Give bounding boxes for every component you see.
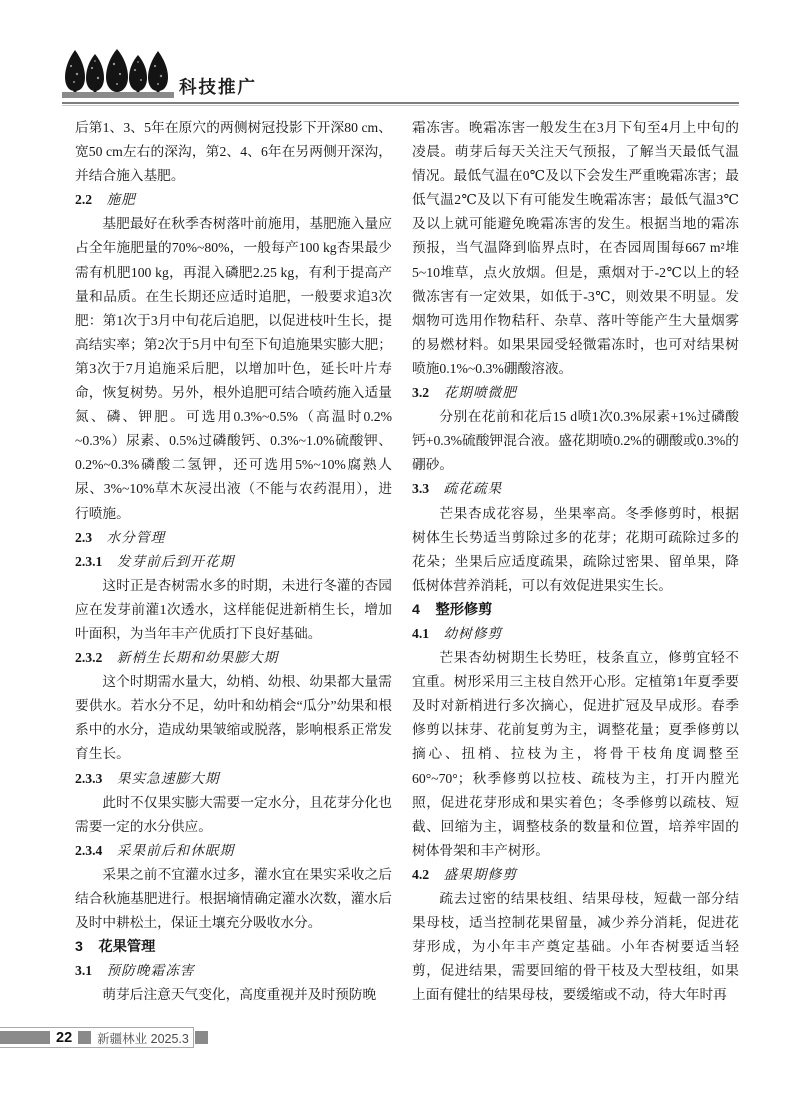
section-number: 4.2: [412, 866, 430, 882]
page-number: 22: [56, 1029, 73, 1046]
section-number: 2.3.1: [75, 553, 103, 569]
section-heading: [75, 526, 392, 550]
section-heading: [412, 598, 739, 622]
footer-bar: [0, 1031, 50, 1044]
header-rule: [62, 102, 739, 106]
section-title: 幼树修剪: [443, 625, 503, 641]
section-heading: [412, 477, 739, 501]
footer-square-icon: [195, 1031, 208, 1044]
section-title: 采果前后和休眠期: [116, 842, 235, 858]
section-heading: [75, 550, 392, 574]
section-number: 4: [412, 601, 420, 618]
paragraph: 霜冻害。晚霜冻害一般发生在3月下旬至4月上中旬的凌晨。萌芽后每天关注天气预报，了解当天最低气温情况。最低气温在0℃及以下会发生严重晚霜冻害；最低气温2℃及以下有可能发生晚霜冻害；最低气温3℃及以上就可能避免晚霜冻害的发生。根据当地的霜冻预报，当气温降到临界点时，在杏园周围每667 m²堆5~10堆草，点火放烟。但是，熏烟对于-2℃以上的轻微冻害有一定效果，如低于-3℃，则效果不明显。发烟物可选用作物秸秆、杂草、落叶等能产生大量烟雾的易燃材料。如果果园受轻微霜冻时，也可对结果树喷施0.1%~0.3%硼酸溶液。: [412, 120, 739, 376]
section-title: 果实急速膨大期: [116, 770, 220, 786]
section-number: 2.2: [75, 192, 93, 208]
paragraph: 分别在花前和花后15 d喷1次0.3%尿素+1%过磷酸钙+0.3%硫酸钾混合液。盛花期喷0.2%的硼酸或0.3%的硼砂。: [412, 409, 739, 473]
section-heading: [75, 935, 392, 959]
paragraph: 这个时期需水量大，幼梢、幼根、幼果都大量需要供水。若水分不足，幼叶和幼梢会“瓜分”幼果和根系中的水分，造成幼果皱缩或脱落，影响根系正常发育生长。: [75, 674, 392, 762]
section-title: 花期喷微肥: [443, 385, 517, 401]
paragraph: 疏去过密的结果枝组、结果母枝，短截一部分结果母枝，适当控制花果留量，减少养分消耗，促进花芽形成，为小年丰产奠定基础。小年杏树要适当轻剪，促进结果，需要回缩的骨干枝及大型枝组，如果上面有健壮的结果母枝，要缓缩或不动，待大年时再: [412, 891, 739, 1003]
section-number: 4.1: [412, 625, 430, 641]
section-heading: [75, 839, 392, 863]
section-heading: [412, 381, 739, 405]
section-number: 2.3: [75, 529, 93, 545]
section-title: 盛果期修剪: [443, 866, 517, 882]
paragraph: 采果之前不宜灌水过多，灌水宜在果实采收之后结合秋施基肥进行。根据墒情确定灌水次数，灌水后及时中耕松土，保证土壤充分吸收水分。: [75, 866, 392, 931]
paragraph: 萌芽后注意天气变化，高度重视并及时预防晚: [102, 987, 377, 1003]
section-number: 3.2: [412, 385, 430, 401]
left-column: [75, 116, 392, 1007]
paragraph: 芒果杏幼树期生长势旺，枝条直立，修剪宜轻不宜重。树形采用三主枝自然开心形。定植第1年夏季要及时对新梢进行多次摘心，促进扩冠及早成形。春季修剪以抹芽、花前复剪为主，调整花量；夏季修剪以摘心、扭梢、拉枝为主，将骨干枝角度调整至60°~70°；秋季修剪以拉枝、疏枝为主，打开内膛光照，促进花芽形成和果实着色；冬季修剪以疏枝、短截、回缩为主，调整枝条的数量和位置，培养牢固的树体骨架和丰产树形。: [412, 650, 739, 858]
footer-square-icon: [78, 1031, 91, 1044]
journal-issue: 新疆林业 2025.3: [97, 1031, 189, 1046]
section-title: 水分管理: [106, 529, 166, 545]
section-number: 2.3.2: [75, 650, 103, 666]
section-heading: [75, 959, 392, 983]
section-title: 新梢生长期和幼果膨大期: [116, 650, 279, 666]
section-heading: [412, 622, 739, 646]
section-heading: [412, 863, 739, 887]
footer: [0, 1027, 194, 1048]
section-title: 花果管理: [98, 939, 156, 956]
section-heading: [75, 646, 392, 670]
paragraph: 此时不仅果实膨大需要一定水分，且花芽分化也需要一定的水分供应。: [75, 794, 392, 834]
section-title: 整形修剪: [435, 601, 493, 618]
column-label: 科技推广: [179, 77, 257, 97]
paragraph: 基肥最好在秋季杏树落叶前施用，基肥施入量应占全年施肥量的70%~80%，一般每产100 kg杏果最少需有机肥100 kg，再混入磷肥2.25 kg，有利于提高产量和品质。在生长期还应适时追肥，一般要求追3次肥：第1次于3月中旬花后追肥，以促进枝叶生长，提高结实率；第2次于5月中旬至下旬追施果实膨大肥；第3次于7月追施采后肥，以增加叶色，延长叶片寿命，恢复树势。另外，根外追肥可结合喷药施入适量氮、磷、钾肥。可选用0.3%~0.5%（高温时0.2% ~0.3%）尿素、0.5%过磷酸钙、0.3%~1.0%硫酸钾、0.2%~0.3%磷酸二氢钾，还可选用5%~10%腐熟人尿、3%~10%草木灰浸出液（不能与农药混用），进行喷施。: [75, 216, 392, 521]
section-title: 预防晚霜冻害: [106, 963, 195, 979]
section-number: 2.3.4: [75, 842, 103, 858]
section-number: 3.1: [75, 963, 93, 979]
paragraph: 芒果杏成花容易，坐果率高。冬季修剪时，根据树体生长势适当剪除过多的花芽；花期可疏除过多的花朵；坐果后应适度疏果，疏除过密果、留单果，降低树体营养消耗，可以有效促进果实生长。: [412, 505, 739, 593]
right-column: [412, 116, 739, 1007]
section-number: 2.3.3: [75, 770, 103, 786]
section-heading: [75, 188, 392, 212]
section-number: 3: [75, 939, 83, 956]
section-number: 3.3: [412, 481, 430, 497]
section-title: 施肥: [106, 192, 136, 208]
section-heading: [75, 767, 392, 791]
trees-logo-icon: [62, 46, 174, 98]
paragraph: 这时正是杏树需水多的时期，未进行冬灌的杏园应在发芽前灌1次透水，这样能促进新梢生长，增加叶面积，为当年丰产优质打下良好基础。: [75, 577, 392, 641]
paragraph: 后第1、3、5年在原穴的两侧树冠投影下开深80 cm、宽50 cm左右的深沟，第2、4、6年在另两侧开深沟，并结合施入基肥。: [75, 120, 392, 184]
section-title: 疏花疏果: [443, 481, 503, 497]
section-title: 发芽前后到开花期: [116, 553, 235, 569]
